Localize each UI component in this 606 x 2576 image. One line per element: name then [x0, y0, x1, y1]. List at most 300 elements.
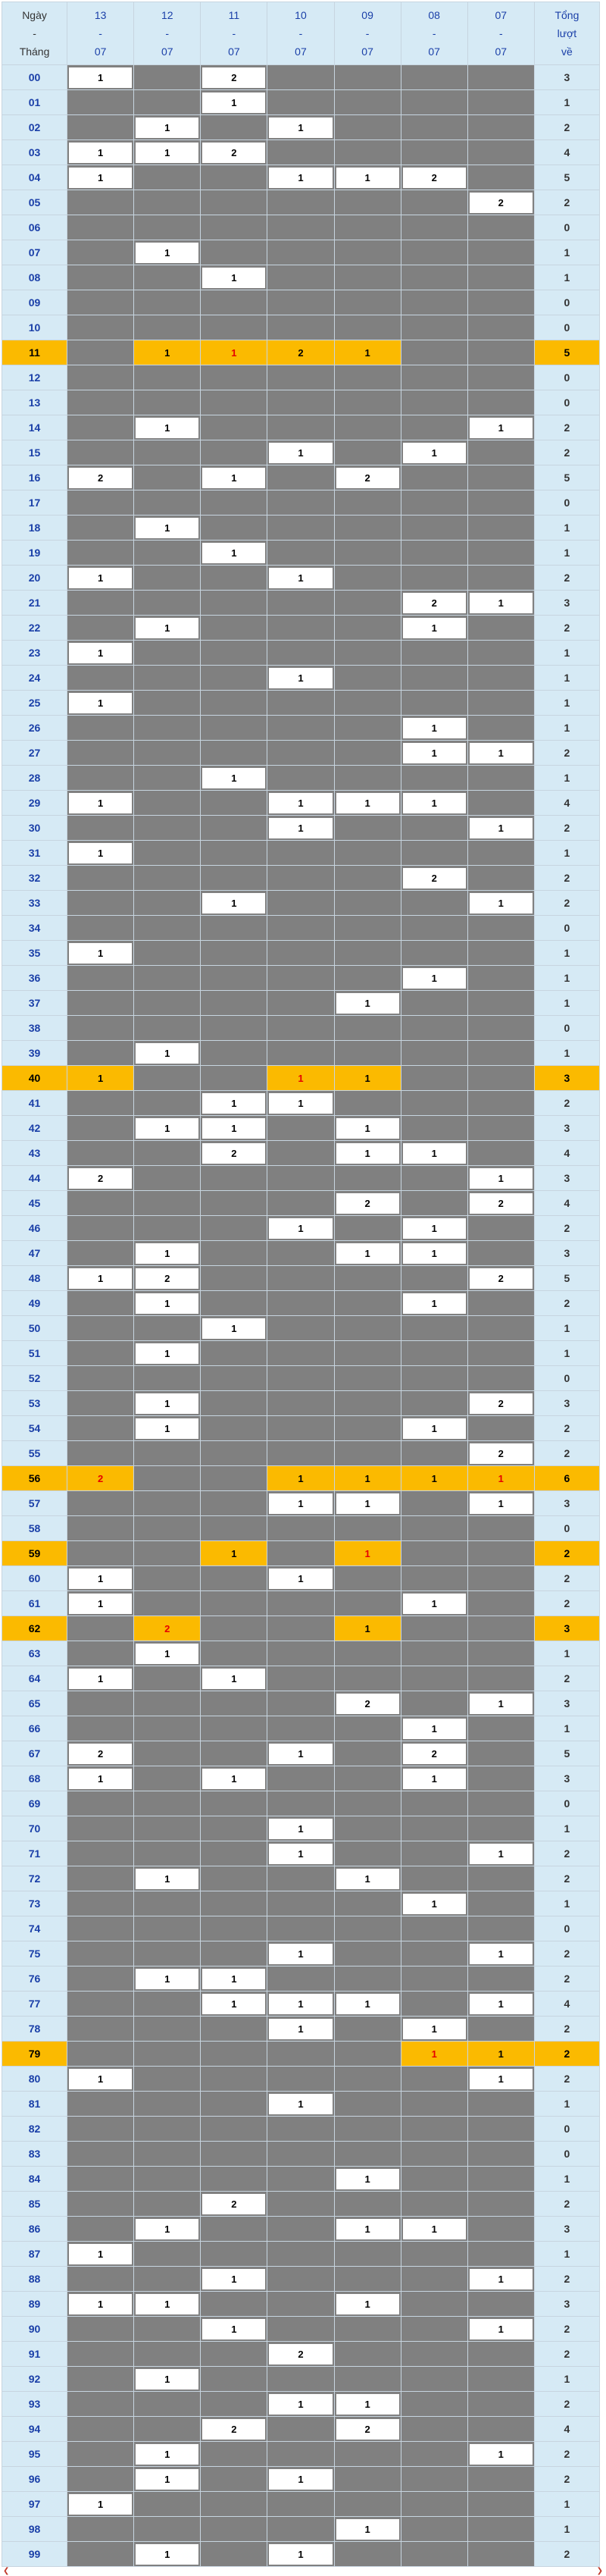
hit-count: 1: [269, 1944, 332, 1964]
day-cell: [67, 741, 134, 766]
day-cell: [467, 1566, 534, 1591]
day-cell: [267, 2192, 334, 2217]
row-number: 73: [2, 1891, 67, 1916]
day-cell: [267, 1391, 334, 1416]
day-cell: [67, 65, 134, 90]
day-cell: [401, 415, 467, 440]
day-cell: [334, 2067, 401, 2092]
day-cell: [267, 2067, 334, 2092]
row-number: 22: [2, 616, 67, 641]
row-total: 1: [534, 641, 599, 666]
table-row: [2, 1016, 600, 1041]
hit-count: 2: [470, 1393, 533, 1414]
day-cell: [401, 1966, 467, 1992]
row-number: 95: [2, 2442, 67, 2467]
day-cell: [267, 2117, 334, 2142]
hit-count: 1: [336, 2519, 399, 2540]
statistics-table: [2, 2, 600, 2567]
day-cell: [267, 1041, 334, 1066]
day-cell: [334, 991, 401, 1016]
table-row: [2, 916, 600, 941]
hit-count: 1: [269, 2094, 332, 2114]
day-cell: [467, 1341, 534, 1366]
hit-count: 1: [269, 2019, 332, 2039]
day-cell: [67, 1691, 134, 1716]
table-row: [2, 115, 600, 140]
day-cell: [67, 716, 134, 741]
table-row: [2, 641, 600, 666]
day-cell: [467, 2367, 534, 2392]
day-cell: [467, 1241, 534, 1266]
row-number: 81: [2, 2092, 67, 2117]
table-row: [2, 566, 600, 591]
day-cell: [201, 1591, 267, 1616]
day-cell: [67, 1141, 134, 1166]
day-cell: [467, 616, 534, 641]
day-cell: [201, 916, 267, 941]
row-number: 07: [2, 240, 67, 265]
day-cell: [401, 2317, 467, 2342]
row-number: 54: [2, 1416, 67, 1441]
day-cell: [334, 2542, 401, 2567]
header-row: [2, 2, 600, 65]
hit-count: 1: [269, 568, 332, 588]
day-cell: [334, 2242, 401, 2267]
day-cell: [134, 1091, 201, 1116]
hit-count: 2: [269, 2344, 332, 2364]
day-cell: [67, 1716, 134, 1741]
row-total: 2: [534, 1666, 599, 1691]
row-number: 82: [2, 2117, 67, 2142]
day-cell: [467, 1466, 534, 1491]
day-cell: [467, 265, 534, 290]
row-number: 77: [2, 1992, 67, 2017]
day-cell: [67, 2517, 134, 2542]
day-cell: [201, 1666, 267, 1691]
row-total: 2: [534, 1441, 599, 1466]
row-total: 2: [534, 440, 599, 465]
day-cell: [334, 1191, 401, 1216]
table-row: [2, 1366, 600, 1391]
day-cell: [67, 2542, 134, 2567]
day-cell: [267, 2342, 334, 2367]
day-cell: [267, 2517, 334, 2542]
day-cell: [201, 2192, 267, 2217]
day-cell: [201, 2167, 267, 2192]
day-cell: [201, 941, 267, 966]
row-number: 27: [2, 741, 67, 766]
day-cell: [401, 1541, 467, 1566]
day-cell: [334, 390, 401, 415]
day-cell: [134, 616, 201, 641]
day-cell: [267, 90, 334, 115]
table-row: [2, 2292, 600, 2317]
day-cell: [334, 891, 401, 916]
table-row: [2, 541, 600, 566]
day-cell: [201, 1641, 267, 1666]
table-row: [2, 490, 600, 516]
day-cell: [134, 240, 201, 265]
day-cell: [467, 891, 534, 916]
table-row: [2, 616, 600, 641]
day-cell: [267, 1416, 334, 1441]
day-cell: [201, 1766, 267, 1791]
row-total: 3: [534, 1491, 599, 1516]
day-cell: [334, 265, 401, 290]
day-cell: [467, 1516, 534, 1541]
hit-count: 1: [269, 2469, 332, 2490]
day-cell: [67, 2342, 134, 2367]
table-row: [2, 1141, 600, 1166]
day-cell: [201, 1216, 267, 1241]
hit-count: 1: [269, 1218, 332, 1239]
day-cell: [67, 1466, 134, 1491]
hit-count: 1: [69, 1594, 132, 1614]
day-cell: [401, 1316, 467, 1341]
row-number: 61: [2, 1591, 67, 1616]
table-row: [2, 1266, 600, 1291]
day-cell: [267, 1116, 334, 1141]
day-cell: [201, 2142, 267, 2167]
day-cell: [201, 2217, 267, 2242]
hit-count: 1: [336, 993, 399, 1014]
day-cell: [201, 766, 267, 791]
day-cell: [67, 465, 134, 490]
row-number: 01: [2, 90, 67, 115]
day-cell: [334, 1116, 401, 1141]
day-cell: [267, 490, 334, 516]
day-cell: [267, 2442, 334, 2467]
day-cell: [201, 716, 267, 741]
day-cell: [267, 2392, 334, 2417]
day-cell: [201, 390, 267, 415]
day-cell: [134, 1816, 201, 1841]
hit-count: 1: [470, 743, 533, 763]
hit-count: 1: [403, 1594, 466, 1614]
day-cell: [134, 841, 201, 866]
day-cell: [201, 1116, 267, 1141]
row-total: 1: [534, 516, 599, 541]
row-number: 45: [2, 1191, 67, 1216]
day-cell: [267, 65, 334, 90]
day-cell: [134, 691, 201, 716]
hit-count: 1: [269, 1468, 332, 1489]
day-cell: [201, 1516, 267, 1541]
day-cell: [267, 1241, 334, 1266]
hit-count: 1: [403, 1143, 466, 1164]
row-total: 0: [534, 1366, 599, 1391]
day-cell: [467, 1941, 534, 1966]
day-cell: [134, 591, 201, 616]
row-total: 3: [534, 1241, 599, 1266]
day-cell: [67, 2067, 134, 2092]
hit-count: 1: [403, 968, 466, 989]
day-cell: [334, 1666, 401, 1691]
day-cell: [267, 2467, 334, 2492]
hit-count: 1: [69, 793, 132, 813]
day-cell: [134, 2492, 201, 2517]
row-number: 03: [2, 140, 67, 165]
hit-count: 2: [403, 1744, 466, 1764]
day-cell: [134, 1066, 201, 1091]
row-total: 1: [534, 2092, 599, 2117]
table-row: [2, 2442, 600, 2467]
day-cell: [267, 2092, 334, 2117]
day-cell: [67, 916, 134, 941]
day-cell: [201, 1566, 267, 1591]
day-cell: [334, 415, 401, 440]
row-total: 2: [534, 1591, 599, 1616]
day-cell: [201, 991, 267, 1016]
hit-count: 2: [202, 143, 265, 163]
day-cell: [201, 65, 267, 90]
table-row: [2, 941, 600, 966]
header-day-2: 12 - 07: [134, 2, 201, 65]
day-cell: [334, 1916, 401, 1941]
row-total: 1: [534, 541, 599, 566]
day-cell: [201, 1041, 267, 1066]
row-total: 5: [534, 465, 599, 490]
day-cell: [201, 516, 267, 541]
table-row: [2, 691, 600, 716]
row-number: 85: [2, 2192, 67, 2217]
day-cell: [134, 1366, 201, 1391]
row-total: 2: [534, 566, 599, 591]
day-cell: [201, 190, 267, 215]
row-total: 1: [534, 2242, 599, 2267]
row-total: 4: [534, 1191, 599, 1216]
day-cell: [67, 1016, 134, 1041]
hit-count: 1: [136, 1043, 198, 1064]
hit-count: 1: [470, 2044, 533, 2064]
day-cell: [467, 115, 534, 140]
hit-count: 1: [403, 793, 466, 813]
day-cell: [67, 1541, 134, 1566]
day-cell: [267, 1066, 334, 1091]
day-cell: [134, 2092, 201, 2117]
hit-count: 1: [136, 1243, 198, 1264]
day-cell: [401, 541, 467, 566]
day-cell: [67, 641, 134, 666]
day-cell: [467, 1992, 534, 2017]
hit-count: 1: [136, 1118, 198, 1139]
hit-count: 1: [336, 793, 399, 813]
day-cell: [134, 1591, 201, 1616]
day-cell: [267, 2317, 334, 2342]
day-cell: [334, 1166, 401, 1191]
day-cell: [134, 2042, 201, 2067]
day-cell: [267, 2142, 334, 2167]
day-cell: [467, 315, 534, 340]
day-cell: [267, 215, 334, 240]
table-row: [2, 2242, 600, 2267]
day-cell: [67, 440, 134, 465]
day-cell: [401, 941, 467, 966]
day-cell: [334, 941, 401, 966]
day-cell: [267, 1816, 334, 1841]
day-cell: [201, 290, 267, 315]
day-cell: [267, 1191, 334, 1216]
day-cell: [201, 165, 267, 190]
hit-count: 1: [403, 718, 466, 738]
hit-count: 1: [269, 1844, 332, 1864]
day-cell: [67, 1091, 134, 1116]
day-cell: [134, 390, 201, 415]
day-cell: [467, 65, 534, 90]
day-cell: [134, 1166, 201, 1191]
day-cell: [201, 1916, 267, 1941]
table-row: [2, 1466, 600, 1491]
row-number: 47: [2, 1241, 67, 1266]
day-cell: [401, 1441, 467, 1466]
header-day-7: 07 - 07: [467, 2, 534, 65]
day-cell: [467, 1091, 534, 1116]
day-cell: [334, 2192, 401, 2217]
day-cell: [467, 541, 534, 566]
day-cell: [201, 365, 267, 390]
hit-count: 1: [269, 1744, 332, 1764]
table-row: [2, 966, 600, 991]
hit-count: 1: [470, 1694, 533, 1714]
day-cell: [334, 315, 401, 340]
day-cell: [267, 190, 334, 215]
day-cell: [201, 415, 267, 440]
day-cell: [267, 766, 334, 791]
row-number: 80: [2, 2067, 67, 2092]
row-total: 0: [534, 1916, 599, 1941]
day-cell: [401, 966, 467, 991]
day-cell: [267, 991, 334, 1016]
hit-count: 1: [69, 943, 132, 964]
day-cell: [401, 1916, 467, 1941]
day-cell: [334, 566, 401, 591]
day-cell: [267, 841, 334, 866]
table-row: [2, 591, 600, 616]
day-cell: [401, 115, 467, 140]
row-number: 52: [2, 1366, 67, 1391]
day-cell: [267, 165, 334, 190]
day-cell: [467, 666, 534, 691]
day-cell: [467, 2242, 534, 2267]
row-total: 3: [534, 2292, 599, 2317]
table-body: [2, 65, 600, 2567]
row-total: 2: [534, 190, 599, 215]
day-cell: [334, 2042, 401, 2067]
row-number: 51: [2, 1341, 67, 1366]
day-cell: [201, 1341, 267, 1366]
day-cell: [134, 1941, 201, 1966]
row-total: 3: [534, 1066, 599, 1091]
day-cell: [267, 1891, 334, 1916]
day-cell: [467, 1866, 534, 1891]
scroll-left-icon[interactable]: ❮: [3, 2567, 10, 2575]
day-cell: [67, 140, 134, 165]
day-cell: [467, 2467, 534, 2492]
scroll-right-icon[interactable]: ❯: [596, 2567, 603, 2575]
day-cell: [467, 2067, 534, 2092]
hit-count: 2: [202, 2194, 265, 2214]
day-cell: [134, 666, 201, 691]
day-cell: [267, 1616, 334, 1641]
row-total: 2: [534, 2467, 599, 2492]
hit-count: 1: [336, 168, 399, 188]
day-cell: [67, 2492, 134, 2517]
hit-count: 1: [403, 2019, 466, 2039]
table-row: [2, 90, 600, 115]
table-row: [2, 240, 600, 265]
day-cell: [334, 591, 401, 616]
day-cell: [334, 1266, 401, 1291]
day-cell: [201, 1366, 267, 1391]
day-cell: [467, 916, 534, 941]
hit-count: 1: [202, 1093, 265, 1114]
day-cell: [334, 190, 401, 215]
day-cell: [67, 2417, 134, 2442]
day-cell: [334, 2142, 401, 2167]
day-cell: [134, 791, 201, 816]
day-cell: [134, 2342, 201, 2367]
day-cell: [267, 1992, 334, 2017]
table-row: [2, 2317, 600, 2342]
day-cell: [467, 2267, 534, 2292]
day-cell: [134, 2017, 201, 2042]
day-cell: [401, 1992, 467, 2017]
row-number: 05: [2, 190, 67, 215]
table-row: [2, 1166, 600, 1191]
day-cell: [467, 1591, 534, 1616]
day-cell: [67, 966, 134, 991]
table-row: [2, 1916, 600, 1941]
day-cell: [401, 1841, 467, 1866]
hit-count: 1: [136, 2444, 198, 2465]
hit-count: 1: [69, 143, 132, 163]
day-cell: [267, 941, 334, 966]
day-cell: [334, 65, 401, 90]
row-number: 32: [2, 866, 67, 891]
row-number: 29: [2, 791, 67, 816]
day-cell: [201, 1966, 267, 1992]
table-row: [2, 1716, 600, 1741]
day-cell: [134, 741, 201, 766]
row-total: 1: [534, 991, 599, 1016]
day-cell: [267, 1016, 334, 1041]
day-cell: [401, 2192, 467, 2217]
day-cell: [201, 2442, 267, 2467]
day-cell: [267, 2267, 334, 2292]
day-cell: [334, 2092, 401, 2117]
row-number: 90: [2, 2317, 67, 2342]
day-cell: [267, 916, 334, 941]
day-cell: [201, 2392, 267, 2417]
row-number: 66: [2, 1716, 67, 1741]
day-cell: [134, 641, 201, 666]
hit-count: 1: [136, 1869, 198, 1889]
hit-count: 1: [336, 1994, 399, 2014]
hit-count: 1: [69, 1669, 132, 1689]
day-cell: [67, 2292, 134, 2317]
day-cell: [67, 1241, 134, 1266]
day-cell: [201, 2017, 267, 2042]
day-cell: [67, 1992, 134, 2017]
day-cell: [334, 1141, 401, 1166]
row-number: 13: [2, 390, 67, 415]
day-cell: [134, 2167, 201, 2192]
hit-count: 1: [202, 2319, 265, 2339]
table-row: [2, 1516, 600, 1541]
day-cell: [401, 2242, 467, 2267]
day-cell: [401, 440, 467, 465]
day-cell: [201, 1266, 267, 1291]
